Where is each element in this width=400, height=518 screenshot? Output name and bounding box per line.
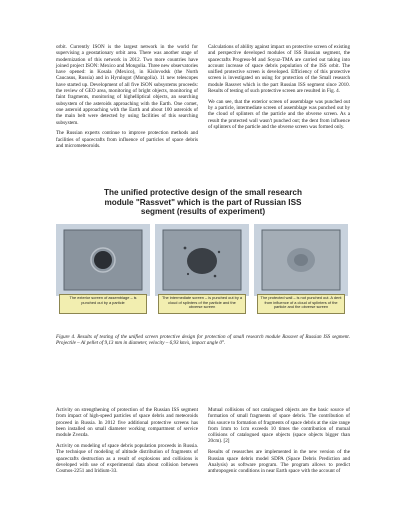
- paragraph: Mutual collisions of not catalogued objects are the basic source of formation of small fragments of space debris. The contribution of this source to formation of fragments of space debris at the size range from 1mm to 1cm exceeds 10 times the contribution of mutual collisions of catalogued space objects (space objects bigger than 20cm). [2]: [208, 407, 350, 445]
- figure-4: [56, 186, 350, 322]
- text-column-bottom-left: [56, 407, 198, 479]
- paragraph: Activity on modeling of space debris population proceeds in Russia. The technique of modeling of altitude distribution of fragments of spacecrafts destruction as a result of explosions and collisions is developed with use of experimental data about collision between Cosmos-2251 and Iridium-33.: [56, 442, 198, 475]
- intermediate-screen-caption: The intermediate screen – is punched out by a cloud of splinters of the particle and the obverse screen: [158, 294, 246, 314]
- exterior-screen-photo: [56, 224, 150, 296]
- figure-title: The unified protective design of the small research module "Rassvet" which is the part of Russian ISS segment (results of experiment): [104, 188, 302, 217]
- paragraph: orbit. Currently ISON is the largest network in the world for supervising a geostationary orbit area. There was another stage of modernization of this network in 2012. Two more countries have joined project ISON: Mexico and Mongolia. Three new observatories have opened: in Kosala (Mexico), in Kislovodsk (the North Caucasus, Russia) and in Hyrulogot (Mongolia). 11 new telescopes have started up. Development of all five ISON subsystems proceeds: the review of GEO area, monitoring of bright objects, monitoring of faint fragments, monitoring of highelliptical objects, an searching subsystem of the asteroids approaching with the Earth. One comet, one asteroid approaching with the Earth and about 100 asteroids of the main belt were detected by using facilities of this searching subsystem.: [56, 44, 198, 126]
- figure-caption: Figure 4. Results of testing of the unified screen protective design for protection of small research module Rassvet of Russian ISS segment. Projectile – Al pellet of 9,13 mm in diameter, velocity – 6,93 km/s, impact angle 0°.: [56, 334, 350, 347]
- exterior-screen-caption: The exterior screen of assemblage – is punched out by a particle: [59, 294, 147, 314]
- text-column-top-left: [56, 44, 198, 154]
- paragraph: Results of researches are implemented in the new version of the Russian space debris model SDPA (Space Debris Prediction and Analysis) as software program. The program allows to predict anthropogenic conditions in near Earth space with the account of: [208, 449, 350, 475]
- paragraph: The Russian experts continue to improve protection methods and facilities of spacecrafts from influence of particles of space debris and micrometeoroids.: [56, 130, 198, 149]
- text-column-top-right: [208, 44, 350, 135]
- text-column-bottom-right: [208, 407, 350, 479]
- intermediate-screen-photo: [155, 224, 249, 296]
- paragraph: Activity on strengthening of protection of the Russian ISS segment from impact of high-speed particles of space debris and meteoroids proceed in Russia. In 2012 five additional protective screens has been installed on small diameter working compartment of service module Zvezda.: [56, 407, 198, 439]
- protected-wall-photo: [254, 224, 348, 296]
- protected-wall-caption: The protected wall – is not punched out. A dent from influence of a cloud of splinters of the particle and the obverse screen: [257, 294, 345, 314]
- paragraph: We can see, that the exterior screen of assemblage was punched out by a particle, intermediate screen of assemblage was punched out by the cloud of splinters of the particle and the obverse screen. As a result the protected wall wasn't punched out; the dent from influence of splinters of the particle and the obverse screen was formed only.: [208, 98, 350, 131]
- paragraph: Calculations of ability against impact on protective screen of existing and perspective developed modules of ISS Russian segment, the spacecrafts Progress-M and Soyuz-TMA are carried out taking into account increase of space debris population of the ISS orbit. The unified protective screen is developed. Efficiency of this protective screen is investigated on using for protection of the Small research module Rassvet which is the part Russian ISS segment since 2010. Results of testing of such protective screen are resulted in Fig. 4.: [208, 44, 350, 95]
